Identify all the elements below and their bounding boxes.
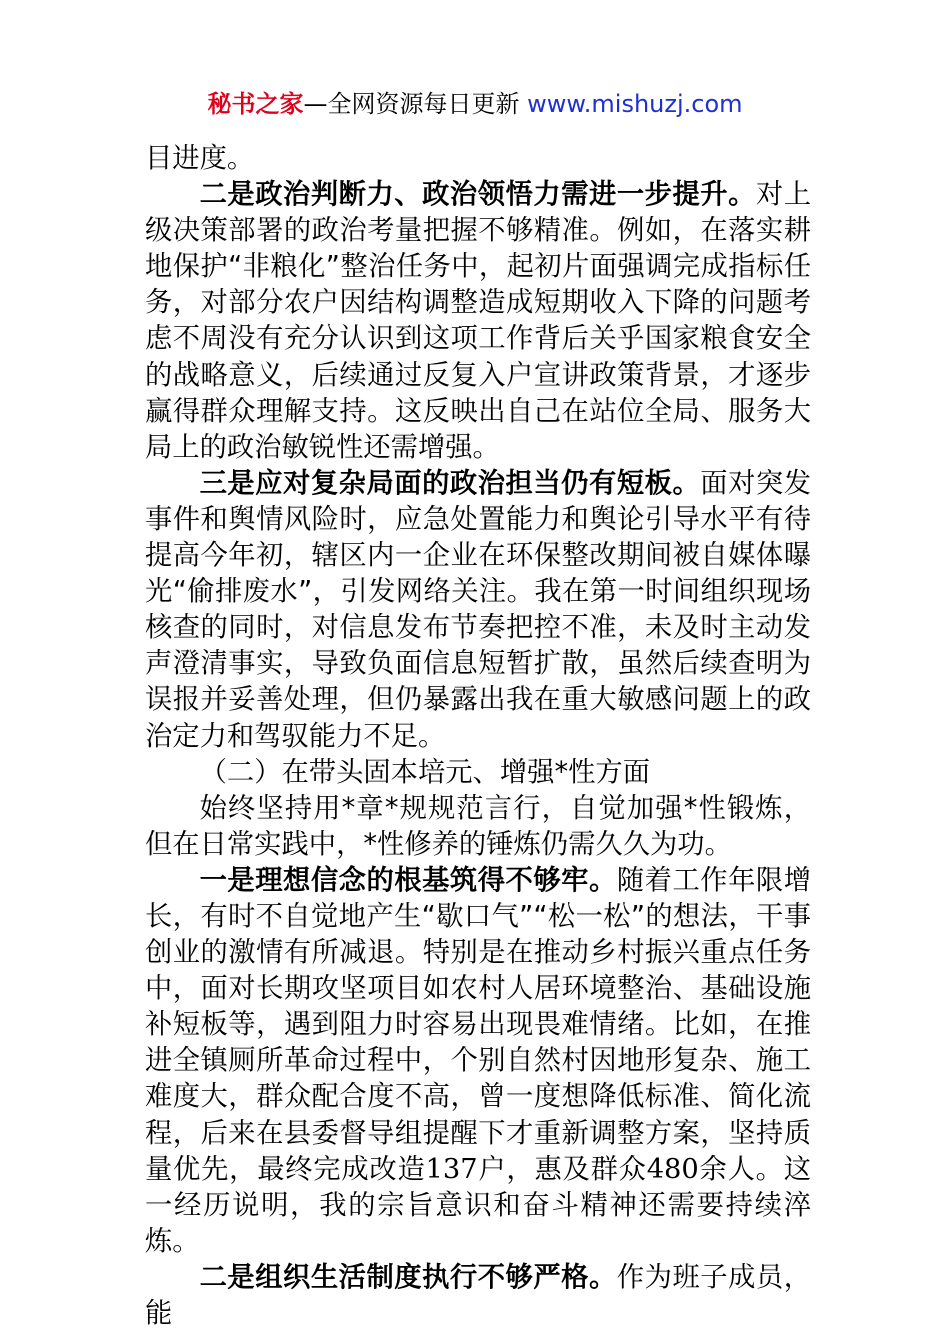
paragraph-political-responsibility [145,466,811,755]
site-header [0,88,950,120]
paragraph-section-intro [145,791,811,863]
site-url-link[interactable]: www.mishuzj.com [527,90,743,118]
header-tagline: —全网资源每日更新 [303,90,528,118]
paragraph-organization-life [145,1260,811,1332]
paragraph-text: 始终坚持用*章*规规范言行，自觉加强*性锻炼，但在日常实践中，*性修养的锤炼仍需久久为功。 [145,792,811,860]
paragraph-text: 对上级决策部署的政治考量把握不够精准。例如，在落实耕地保护“非粮化”整治任务中，起初片面强调完成指标任务，对部分农户因结构调整造成短期收入下降的问题考虑不周没有充分认识到这项工作背后关乎国家粮食安全的战略意义，后续通过反复入户宣讲政策背景，才逐步赢得群众理解支持。这反映出自己在站位全局、服务大局上的政治敏锐性还需增强。 [145,179,812,463]
paragraph-text: 面对突发事件和舆情风险时，应急处置能力和舆论引导水平有待提高今年初，辖区内一企业在环保整改期间被自媒体曝光“偷排废水”，引发网络关注。我在第一时间组织现场核查的同时，对信息发布节奏把控不准，未及时主动发声澄清事实，导致负面信息短暂扩散，虽然后续查明为误报并妥善处理，但仍暴露出我在重大敏感问题上的政治定力和驾驭能力不足。 [145,467,812,752]
paragraph-ideals-beliefs [145,863,811,1260]
document-body [145,141,811,1332]
paragraph-lead: 二是政治判断力、政治领悟力需进一步提升。 [199,179,756,211]
paragraph-continuation [145,141,811,177]
paragraph-text: 户，惠及群众 [477,1153,647,1185]
paragraph-lead: 三是应对复杂局面的政治担当仍有短板。 [199,467,701,499]
paragraph-text: 余人。这一经历说明，我的宗旨意识和奋斗精神还需要持续淬炼。 [145,1153,812,1257]
paragraph-political-judgment [145,177,811,466]
household-count: 137 [425,1153,478,1185]
paragraph-text: 目进度。 [145,143,255,174]
brand-name: 秘书之家 [207,90,304,118]
paragraph-text: 作为班子成员，能 [145,1261,812,1329]
paragraph-text: 随着工作年限增长，有时不自觉地产生“歇口气”“松一松”的想法，干事创业的激情有所减退。特别是在推动乡村振兴重点任务中，面对长期攻坚项目如农村人居环境整治、基础设施补短板等，遇到阻力时容易出现畏难情绪。比如，在推进全镇厕所革命过程中，个别自然村因地形复杂、施工难度大，群众配合度不高，曾一度想降低标准、简化流程，后来在县委督导组提醒下才重新调整方案，坚持质量优先，最终完成改造 [145,864,812,1185]
paragraph-lead: 二是组织生活制度执行不够严格。 [199,1261,617,1293]
paragraph-lead: 一是理想信念的根基筑得不够牢。 [199,864,617,896]
section-heading-text: （二）在带头固本培元、增强*性方面 [199,756,650,788]
section-heading [145,755,811,791]
people-count: 480 [646,1153,699,1185]
